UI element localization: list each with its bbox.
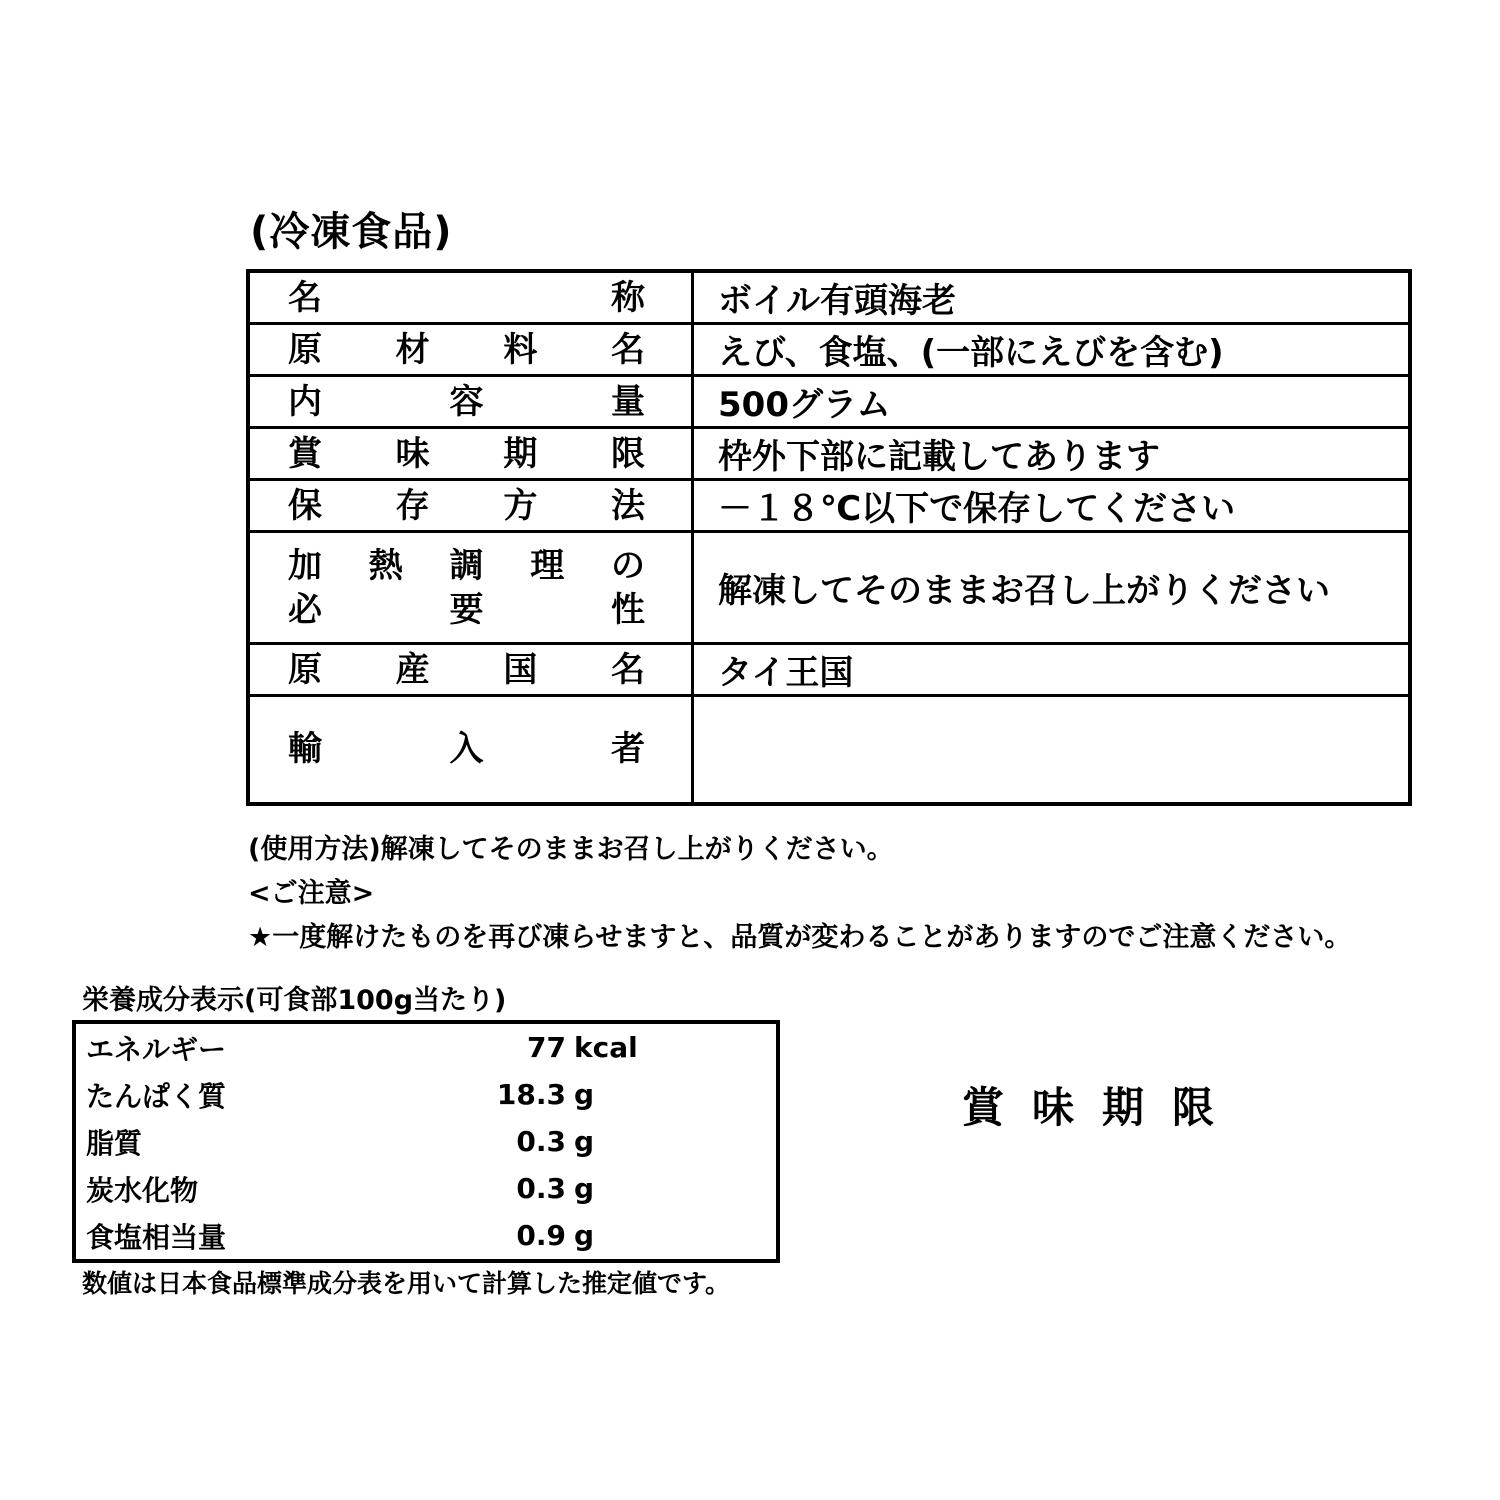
nutrient-value: 18.3 — [496, 1078, 566, 1111]
nutrient-unit: g — [574, 1219, 595, 1252]
nutrient-unit: g — [574, 1125, 595, 1158]
label-key-char: 熱 — [368, 545, 403, 586]
nutrient-value: 0.3 — [516, 1172, 566, 1205]
product-label-table — [246, 269, 1412, 806]
nutrition-row — [74, 1118, 778, 1165]
label-key-char: 期 — [503, 433, 538, 474]
label-key-char: 存 — [395, 485, 430, 526]
category-label: (冷凍食品) — [250, 209, 453, 255]
label-key-char: 量 — [611, 381, 645, 422]
label-key-char: 必 — [288, 589, 322, 630]
label-key — [248, 696, 693, 804]
label-key-char: 加 — [288, 545, 322, 586]
label-row — [248, 271, 1410, 324]
nutrient-name: 炭水化物 — [86, 1173, 199, 1207]
label-value: 500グラム — [693, 376, 1411, 428]
label-key-char: 名 — [288, 277, 322, 318]
label-value — [693, 696, 1411, 804]
label-key — [248, 480, 693, 532]
caution-note: ★一度解けたものを再び凍らせますと、品質が変わることがありますのでご注意ください。 — [248, 922, 1352, 953]
caution-title: <ご注意> — [248, 878, 375, 909]
label-key — [248, 644, 693, 696]
label-key — [248, 271, 693, 324]
label-key-char: 名 — [610, 649, 645, 690]
label-key-char: 賞 — [288, 433, 322, 474]
label-key — [248, 428, 693, 480]
nutrient-value: 0.9 — [516, 1219, 566, 1252]
nutrition-title: 栄養成分表示(可食部100g当たり) — [82, 985, 507, 1016]
label-key-char: 者 — [611, 729, 645, 770]
label-key-char: 法 — [610, 485, 645, 526]
label-key-char: の — [611, 545, 645, 586]
label-value: ボイル有頭海老 — [693, 271, 1411, 324]
label-key-char: 性 — [611, 589, 645, 630]
nutrition-row — [74, 1022, 778, 1071]
label-row — [248, 376, 1410, 428]
nutrient-value: 0.3 — [516, 1125, 566, 1158]
label-key-char: 材 — [395, 329, 430, 370]
label-key-char: 方 — [503, 485, 538, 526]
label-row — [248, 532, 1410, 644]
label-key-char: 料 — [503, 329, 538, 370]
label-key-char: 原 — [288, 649, 322, 690]
label-key-char: 内 — [288, 381, 322, 422]
label-key-char: 保 — [288, 485, 322, 526]
label-key-char: 産 — [395, 649, 430, 690]
label-key-char: 調 — [449, 545, 484, 586]
label-row — [248, 428, 1410, 480]
notes — [248, 828, 1351, 960]
label-value: えび、食塩、(一部にえびを含む) — [693, 324, 1411, 376]
label-key-char: 国 — [503, 649, 538, 690]
nutrition-footnote: 数値は日本食品標準成分表を用いて計算した推定値です。 — [82, 1269, 731, 1298]
nutrient-name: たんぱく質 — [86, 1079, 227, 1113]
nutrition-row — [74, 1165, 778, 1212]
usage-note: (使用方法)解凍してそのままお召し上がりください。 — [248, 834, 894, 865]
nutrient-value: 77 — [527, 1031, 566, 1064]
label-key — [248, 532, 693, 644]
label-key-char: 容 — [449, 381, 484, 422]
nutrition-table — [72, 1020, 780, 1263]
label-value: タイ王国 — [693, 644, 1411, 696]
label-key — [248, 324, 693, 376]
label-row — [248, 696, 1410, 804]
nutrition-row — [74, 1212, 778, 1261]
nutrient-unit: g — [574, 1172, 595, 1205]
label-key-char: 原 — [288, 329, 322, 370]
nutrient-unit: kcal — [574, 1031, 638, 1064]
label-value: －１８℃以下で保存してください — [693, 480, 1411, 532]
label-key-char: 限 — [610, 433, 645, 474]
nutrient-name: 食塩相当量 — [86, 1220, 227, 1254]
label-row — [248, 644, 1410, 696]
nutrient-name: 脂質 — [86, 1126, 143, 1160]
nutrition-row — [74, 1071, 778, 1118]
label-key-char: 味 — [395, 433, 430, 474]
expiry-label: 賞味期限 — [962, 1083, 1243, 1132]
label-key-char: 要 — [449, 589, 484, 630]
label-key-char: 輸 — [288, 729, 322, 770]
nutrient-unit: g — [574, 1078, 595, 1111]
label-row — [248, 324, 1410, 376]
label-key — [248, 376, 693, 428]
label-row — [248, 480, 1410, 532]
label-key-char: 理 — [530, 545, 565, 586]
nutrient-name: エネルギー — [86, 1032, 227, 1066]
label-key-char: 入 — [449, 729, 484, 770]
label-value: 枠外下部に記載してあります — [693, 428, 1411, 480]
label-key-char: 名 — [610, 329, 645, 370]
label-key-char: 称 — [611, 277, 645, 318]
label-value: 解凍してそのままお召し上がりください — [693, 532, 1411, 644]
